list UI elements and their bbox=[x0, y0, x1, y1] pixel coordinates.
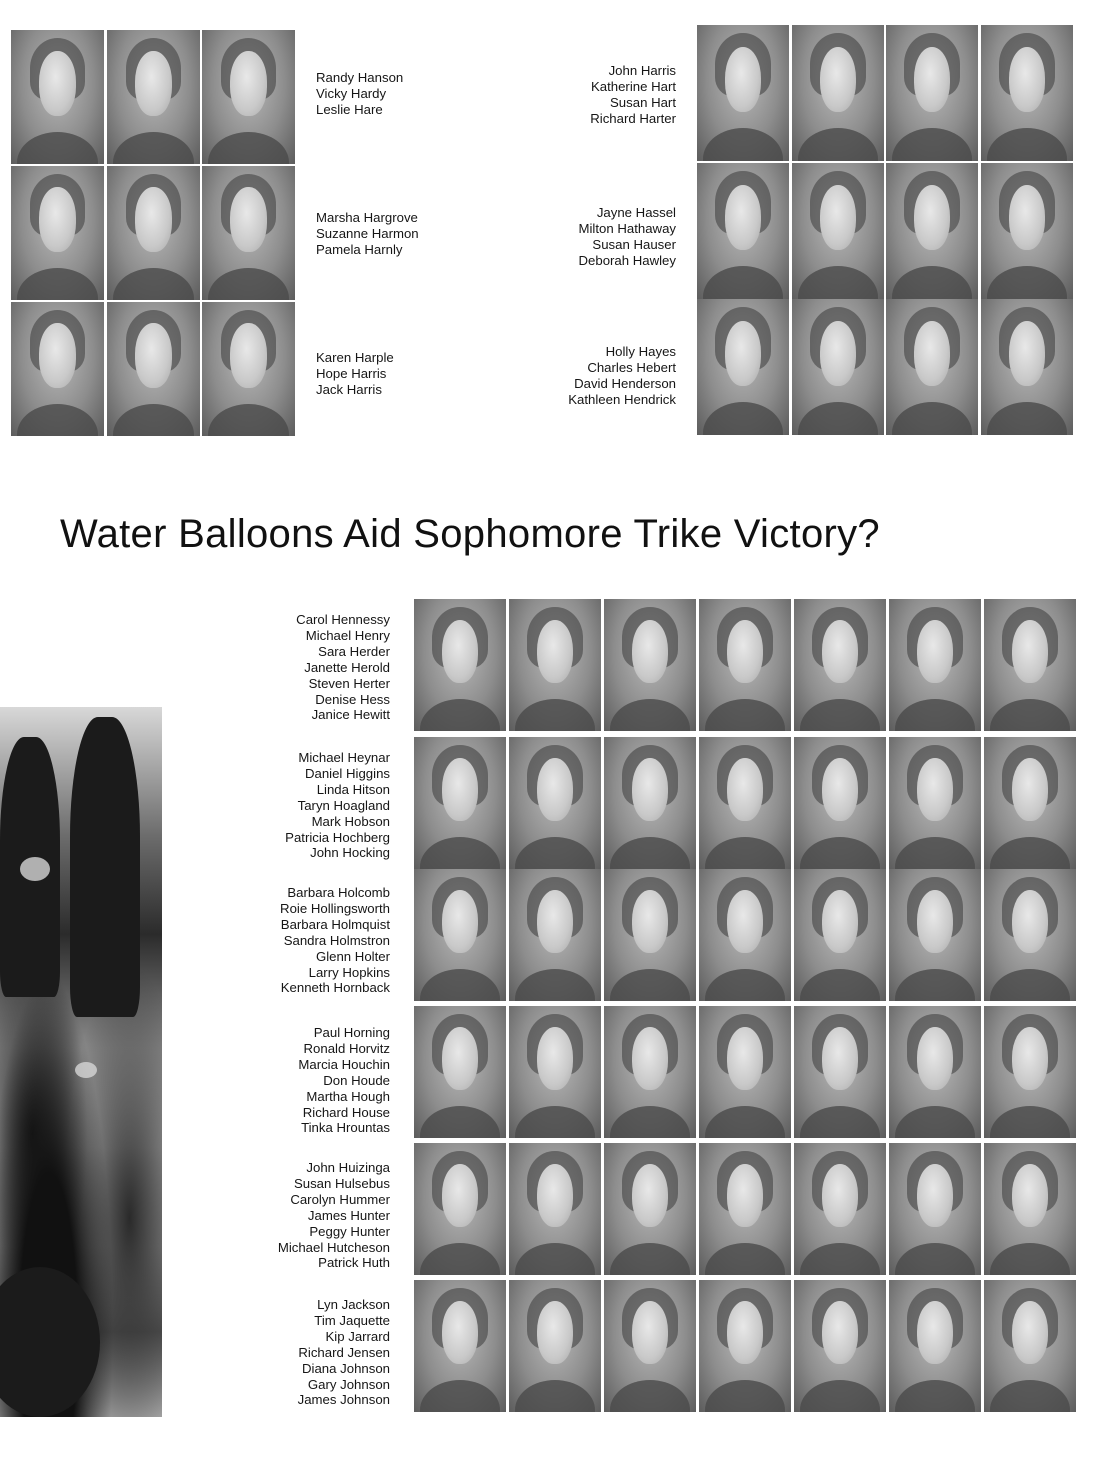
name-list bbox=[476, 205, 676, 269]
name-list bbox=[190, 1297, 390, 1408]
student-portrait bbox=[889, 1280, 981, 1412]
student-name: Mark Hobson bbox=[311, 813, 390, 829]
student-name: Paul Horning bbox=[313, 1025, 390, 1040]
student-name: Janice Hewitt bbox=[311, 707, 390, 723]
student-name: Vicky Hardy bbox=[316, 85, 387, 101]
student-name: Barbara Holmquist bbox=[280, 916, 390, 932]
student-portrait bbox=[414, 869, 506, 1001]
student-portrait bbox=[414, 1280, 506, 1412]
student-name: Carolyn Hummer bbox=[290, 1191, 390, 1207]
student-portrait bbox=[697, 299, 789, 435]
student-portrait bbox=[509, 599, 601, 731]
student-portrait bbox=[886, 299, 978, 435]
student-portrait bbox=[886, 25, 978, 161]
student-portrait bbox=[414, 1006, 506, 1138]
student-portrait bbox=[414, 1143, 506, 1275]
student-name: Karen Harple bbox=[316, 350, 394, 365]
student-portrait bbox=[794, 1280, 886, 1412]
student-name: John Harris bbox=[608, 63, 676, 78]
student-portrait bbox=[202, 302, 295, 436]
student-portrait bbox=[604, 1280, 696, 1412]
student-name: Jayne Hassel bbox=[596, 205, 676, 220]
student-name: James Hunter bbox=[307, 1207, 390, 1223]
student-name: Daniel Higgins bbox=[304, 765, 390, 781]
student-portrait bbox=[11, 30, 104, 164]
student-name: Janette Herold bbox=[304, 659, 390, 675]
student-name: Martha Hough bbox=[306, 1088, 390, 1104]
student-portrait bbox=[202, 30, 295, 164]
student-name: Taryn Hoagland bbox=[297, 797, 390, 813]
student-name: Michael Henry bbox=[305, 627, 390, 643]
student-portrait bbox=[509, 737, 601, 869]
student-name: Kip Jarrard bbox=[325, 1328, 390, 1344]
student-name: Marsha Hargrove bbox=[316, 210, 418, 225]
name-list bbox=[190, 750, 390, 861]
student-name: David Henderson bbox=[574, 375, 676, 391]
student-name: Charles Hebert bbox=[587, 359, 676, 375]
student-portrait bbox=[984, 599, 1076, 731]
student-portrait bbox=[699, 1006, 791, 1138]
student-portrait bbox=[699, 869, 791, 1001]
student-portrait bbox=[792, 25, 884, 161]
student-name: John Hocking bbox=[310, 845, 390, 861]
student-name: Milton Hathaway bbox=[578, 220, 676, 236]
name-list bbox=[476, 344, 676, 408]
student-name: Richard Jensen bbox=[298, 1344, 390, 1360]
student-name: Michael Heynar bbox=[298, 750, 390, 765]
student-name: Don Houde bbox=[323, 1072, 390, 1088]
student-name: Diana Johnson bbox=[302, 1360, 390, 1376]
student-portrait bbox=[792, 163, 884, 299]
student-portrait bbox=[107, 30, 200, 164]
student-portrait bbox=[604, 1006, 696, 1138]
name-list bbox=[190, 1160, 390, 1271]
student-portrait bbox=[11, 302, 104, 436]
student-portrait bbox=[699, 1143, 791, 1275]
student-name: Richard House bbox=[302, 1104, 390, 1120]
student-name: Kathleen Hendrick bbox=[568, 391, 676, 407]
student-portrait bbox=[202, 166, 295, 300]
student-name: Jack Harris bbox=[316, 381, 382, 397]
student-portrait bbox=[794, 869, 886, 1001]
student-portrait bbox=[107, 302, 200, 436]
student-portrait bbox=[794, 737, 886, 869]
student-name: Michael Hutcheson bbox=[277, 1239, 390, 1255]
student-portrait bbox=[984, 737, 1076, 869]
student-portrait bbox=[509, 869, 601, 1001]
student-name: Ronald Horvitz bbox=[303, 1040, 390, 1056]
student-name: Patrick Huth bbox=[318, 1255, 390, 1271]
student-portrait bbox=[981, 163, 1073, 299]
student-name: Peggy Hunter bbox=[309, 1223, 390, 1239]
student-name: Hope Harris bbox=[316, 365, 387, 381]
student-name: Susan Hulsebus bbox=[293, 1175, 390, 1191]
student-portrait bbox=[604, 1143, 696, 1275]
student-portrait bbox=[11, 166, 104, 300]
student-name: Katherine Hart bbox=[590, 78, 676, 94]
student-name: Deborah Hawley bbox=[578, 252, 676, 268]
student-name: Randy Hanson bbox=[316, 70, 404, 85]
candid-highlight bbox=[75, 1062, 97, 1078]
student-name: Linda Hitson bbox=[316, 781, 390, 797]
student-portrait bbox=[984, 869, 1076, 1001]
student-portrait bbox=[794, 599, 886, 731]
student-portrait bbox=[984, 1280, 1076, 1412]
student-portrait bbox=[107, 166, 200, 300]
student-portrait bbox=[697, 25, 789, 161]
name-list bbox=[190, 1025, 390, 1136]
student-portrait bbox=[984, 1143, 1076, 1275]
student-name: Susan Hauser bbox=[592, 236, 676, 252]
student-name: John Huizinga bbox=[306, 1160, 390, 1175]
student-portrait bbox=[792, 299, 884, 435]
student-name: Pamela Harnly bbox=[316, 241, 403, 257]
student-name: Gary Johnson bbox=[307, 1376, 390, 1392]
student-portrait bbox=[509, 1006, 601, 1138]
student-name: Leslie Hare bbox=[316, 101, 383, 117]
student-name: Holly Hayes bbox=[605, 344, 676, 359]
student-name: Lyn Jackson bbox=[317, 1297, 390, 1312]
student-name: Suzanne Harmon bbox=[316, 225, 419, 241]
student-portrait bbox=[509, 1280, 601, 1412]
student-portrait bbox=[604, 869, 696, 1001]
student-portrait bbox=[889, 1143, 981, 1275]
student-portrait bbox=[699, 1280, 791, 1412]
student-name: Barbara Holcomb bbox=[287, 885, 390, 900]
student-portrait bbox=[794, 1143, 886, 1275]
candid-photo bbox=[0, 707, 162, 1417]
student-portrait bbox=[984, 1006, 1076, 1138]
student-name: Glenn Holter bbox=[315, 948, 390, 964]
candid-shadow bbox=[0, 1267, 100, 1417]
student-name: Sandra Holmstron bbox=[283, 932, 390, 948]
candid-highlight bbox=[20, 857, 50, 881]
student-portrait bbox=[699, 737, 791, 869]
student-name: Roie Hollingsworth bbox=[280, 900, 390, 916]
student-portrait bbox=[604, 599, 696, 731]
student-name: Susan Hart bbox=[610, 94, 676, 110]
student-portrait bbox=[697, 163, 789, 299]
student-portrait bbox=[886, 163, 978, 299]
student-portrait bbox=[604, 737, 696, 869]
student-portrait bbox=[414, 737, 506, 869]
name-list bbox=[190, 612, 390, 723]
student-name: Carol Hennessy bbox=[296, 612, 390, 627]
student-name: Richard Harter bbox=[590, 110, 676, 126]
student-name: Tim Jaquette bbox=[314, 1312, 390, 1328]
student-portrait bbox=[414, 599, 506, 731]
candid-figure bbox=[70, 717, 140, 1017]
name-list bbox=[190, 885, 390, 996]
student-portrait bbox=[794, 1006, 886, 1138]
student-name: Larry Hopkins bbox=[308, 964, 390, 980]
student-name: Marcia Houchin bbox=[298, 1056, 390, 1072]
student-portrait bbox=[981, 299, 1073, 435]
student-portrait bbox=[889, 869, 981, 1001]
student-name: Steven Herter bbox=[308, 675, 390, 691]
student-name: Patricia Hochberg bbox=[285, 829, 390, 845]
student-portrait bbox=[889, 599, 981, 731]
student-name: James Johnson bbox=[297, 1392, 390, 1408]
name-list bbox=[476, 63, 676, 127]
student-portrait bbox=[889, 737, 981, 869]
student-name: Kenneth Hornback bbox=[280, 980, 390, 996]
page-headline: Water Balloons Aid Sophomore Trike Victory? bbox=[60, 512, 880, 556]
student-name: Tinka Hrountas bbox=[301, 1120, 390, 1136]
student-name: Denise Hess bbox=[315, 691, 390, 707]
student-portrait bbox=[509, 1143, 601, 1275]
student-portrait bbox=[699, 599, 791, 731]
student-portrait bbox=[889, 1006, 981, 1138]
student-portrait bbox=[981, 25, 1073, 161]
student-name: Sara Herder bbox=[318, 643, 390, 659]
